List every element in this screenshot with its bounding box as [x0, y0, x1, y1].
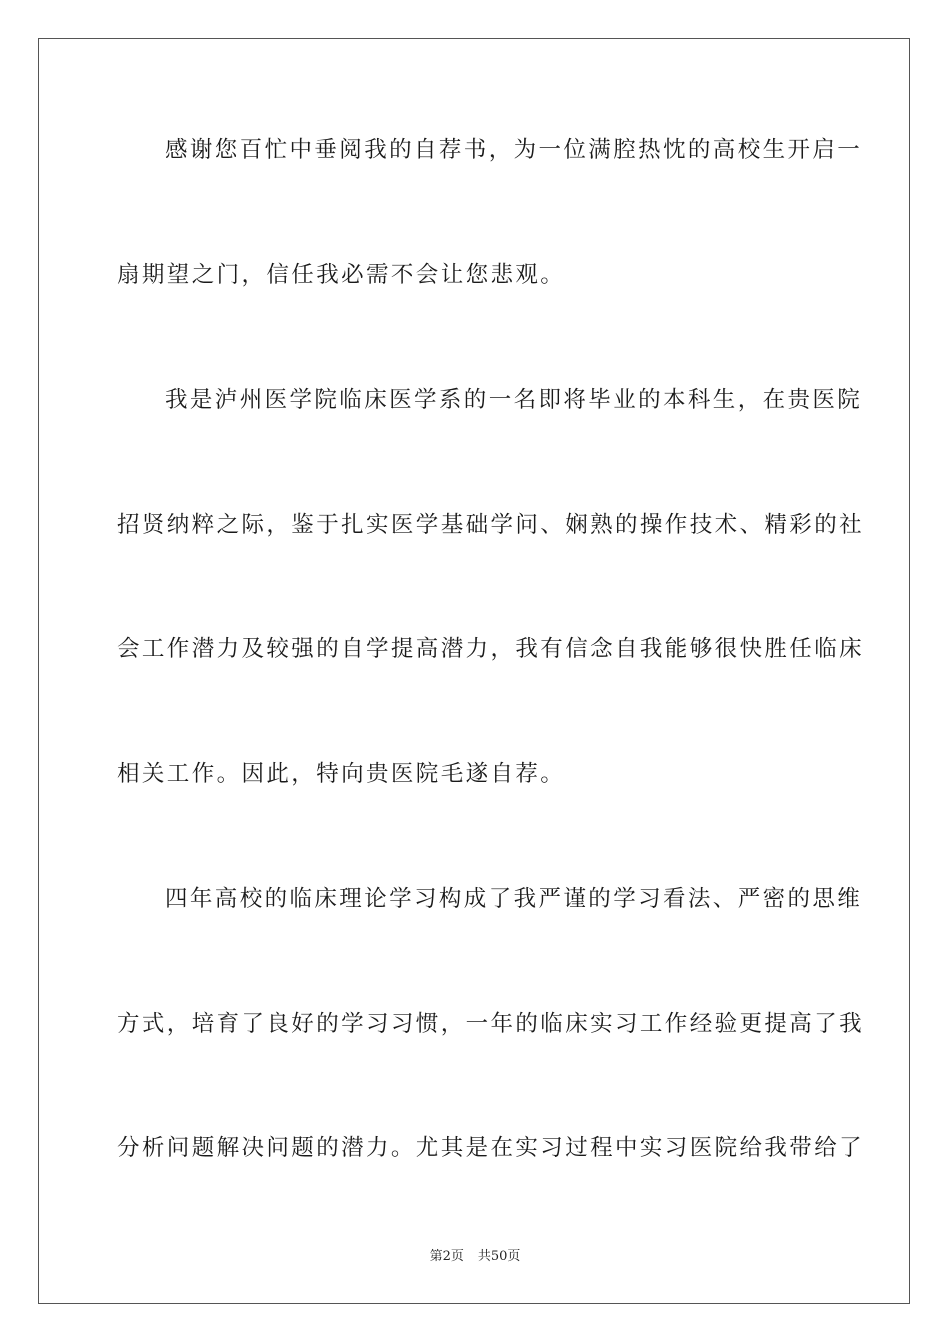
page-border [38, 38, 910, 1304]
paragraph-3-line-2: 方式，培育了良好的学习习惯，一年的临床实习工作经验更提高了我 [117, 1011, 865, 1037]
page-number: 第2页 [429, 1249, 464, 1264]
paragraph-2-line-2: 招贤纳粹之际，鉴于扎实医学基础学问、娴熟的操作技术、精彩的社 [117, 512, 865, 538]
paragraph-3-line-1: 四年高校的临床理论学习构成了我严谨的学习看法、严密的思维 [165, 886, 863, 912]
paragraph-1-line-1: 感谢您百忙中垂阅我的自荐书，为一位满腔热忱的高校生开启一 [165, 137, 863, 163]
paragraph-2-line-4: 相关工作。因此，特向贵医院毛遂自荐。 [117, 761, 566, 787]
paragraph-3-line-3: 分析问题解决问题的潜力。尤其是在实习过程中实习医院给我带给了 [117, 1135, 865, 1161]
page-footer [0, 1248, 950, 1266]
paragraph-2-line-1: 我是泸州医学院临床医学系的一名即将毕业的本科生，在贵医院 [165, 387, 863, 413]
paragraph-1-line-2: 扇期望之门，信任我必需不会让您悲观。 [117, 262, 566, 288]
paragraph-2-line-3: 会工作潜力及较强的自学提高潜力，我有信念自我能够很快胜任临床 [117, 636, 865, 662]
total-pages: 共50页 [477, 1249, 521, 1264]
